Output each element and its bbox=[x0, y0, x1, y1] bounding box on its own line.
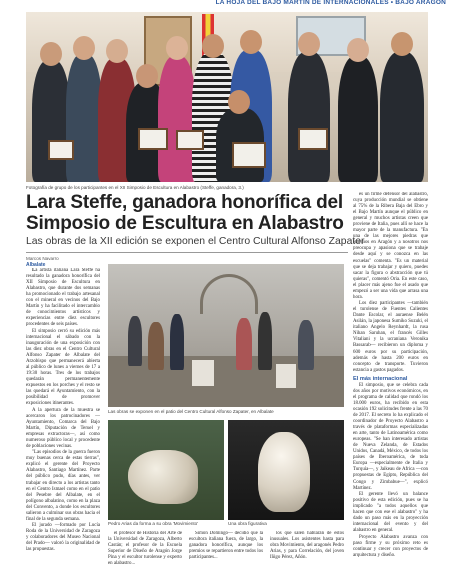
text-column-3 bbox=[189, 531, 263, 567]
section-label: LA HOJA DEL BAJO MARTÍN DE INTERNACIONALES • BAJO ARAGÓN bbox=[215, 0, 446, 6]
paragraph: el profesor de Historia del Arte de la Universidad de Zaragoza, Alberto Castán; el profesor de la Escuela Superior de Diseño de Aragón Jorge Pina y el escultor turolense y experto en alabastro... bbox=[108, 531, 182, 567]
paragraph: Los diez participantes —también el turolense de Fuentes Calientes Dante Escolar, el auraense Belén Asilán, la japonesa Sumiko Suzuki, el italiano Angelo Reynhardt, la rusa Nihan Saruhan, el francés Gilles Vitaliani y la ucraniana Veronika Bassarab— recibieron un diploma y 600 euros por su participación, además de hasta 200 euros en concepto de transporte. Tuvieron estancia a gastos pagados. bbox=[353, 301, 428, 373]
text-column-5 bbox=[353, 192, 428, 567]
byline-location: Albalate bbox=[26, 262, 46, 268]
diploma-plaque bbox=[298, 128, 328, 150]
visitor bbox=[258, 312, 272, 370]
person bbox=[158, 56, 196, 182]
sculpture-photo bbox=[228, 420, 344, 520]
sculptor-photo bbox=[108, 420, 224, 520]
visitor bbox=[128, 316, 142, 366]
person-head bbox=[391, 32, 413, 56]
exhibition-photo-caption: Las obras se exponen en el patio del Centro Cultural Alfonso Zapater, en Albalate bbox=[108, 409, 274, 414]
text-column-2 bbox=[108, 531, 182, 567]
paragraph: los que salen hablarán de estos inusuales. Los asistentes hasta para obra Movimiento, del aragonés Pedro Arias, y para Correlación, del joven Iñigo Pérez, Añón. bbox=[270, 531, 344, 561]
paragraph: El gerente llevó un balance positivo de esta edición, pues se ha implicado "a todos aquellos que hacen que con ese el alabastro" y ha dado un paso más en la proyección internacional del evento y del alabastro en general. bbox=[353, 491, 428, 534]
sculpture-display bbox=[192, 360, 214, 386]
paragraph: El jurado —formado por Lucía Roda de la Universidad de Zaragoza y colaboradores del Museo Nacional del Prado— valoró la originalidad de las propuestas. bbox=[26, 523, 100, 553]
text-column-4 bbox=[270, 531, 344, 567]
person-head bbox=[40, 42, 62, 66]
byline-author: Marcos Navarro bbox=[26, 256, 59, 261]
person bbox=[380, 52, 424, 182]
paragraph: El simposio, que se celebra cada dos años por motivos económicos, en el programa de calidad que rondó los 18.000 euros, ha recibido en esta ocasión 192 solicitudes frente a las 70 de 2017. El secreto lo ha explicado el coordinador de Proyecto Alabastro a través de plataformas especializadas en arte, tanto de Latinoamérica como europeas. "Se han interesado artistas de Nueva Zelanda, de Estados Unidos, Canadá, México, de todos los países de Iberoamérica, de toda Europa —especialmente de Italia y Turquía—, y Jaikeau de Africa —con propuestas de Egipto, República del Congo y Zimbabue—", explicó Martínez. bbox=[353, 382, 428, 491]
person-head bbox=[166, 36, 188, 60]
paragraph: Simón Domingo— decidió que la escultora italiana fuera, de largo, la ganadora honorífica, aunque los premios se repartieron entre todos los participantes... bbox=[189, 531, 263, 561]
alabaster-block bbox=[128, 450, 198, 504]
person bbox=[66, 54, 102, 182]
paragraph: es un firme defensor del alabastro, cuya producción mundial se obtiene al 75% de la Ribera Baja del Ebro y el Bajo Martín aunque el público en general y muchos artistas creen que proviene de Italia, pues allí se hace la mayor parte de la manufactura. "En una de las mejores piedras que tenemos en Aragón y a nosotros nos preocupa y apasiona que se trabaje desde aquí y se conozca en las escuelas" comenta. "Es un material que se deja trabajar y quiero, puedes sacar la figura o abstracción que tú quieras", comentó Oria. En este caso, el placer más ajeno fue el asado que empezó a ser una vida que arrasa una hora. bbox=[353, 192, 428, 300]
text-column-1 bbox=[26, 268, 100, 567]
visitor bbox=[148, 322, 164, 370]
article-byline bbox=[26, 256, 100, 268]
person bbox=[338, 56, 378, 182]
person-head bbox=[240, 30, 262, 54]
article-headline: Lara Steffe, ganadora honorífica del Simposio de Escultura en Alabastro bbox=[26, 192, 344, 234]
person-head bbox=[73, 36, 95, 60]
paragraph: El simposio cerró su edición más internacional el sábado con la inauguración de una exposición con las diez obras en el Centro Cultural Alfonso Zapater de Albalate del Arzobispo que permanecerá abierta al público de lunes a viernes de 17 a 19:30 horas. Tres de los trabajos quedarán permanentemente expuestos en los porches y el resto se las quedará el Ayuntamiento, con la posibilidad de promover exposiciones itinerantes. bbox=[26, 328, 100, 407]
photo-arch bbox=[200, 274, 258, 314]
figurative-sculpture bbox=[258, 432, 310, 512]
person bbox=[288, 52, 330, 182]
group-photo bbox=[26, 12, 428, 182]
page-header-strip bbox=[0, 0, 454, 9]
visitor bbox=[170, 314, 184, 370]
section-subheading: El más internacional bbox=[353, 375, 408, 382]
diploma-plaque bbox=[176, 130, 204, 150]
sculpture-display bbox=[276, 364, 296, 388]
exhibition-photo bbox=[108, 264, 344, 407]
person-head bbox=[106, 39, 128, 63]
visitor bbox=[298, 320, 314, 370]
person-head bbox=[202, 34, 224, 58]
visitor bbox=[236, 318, 252, 370]
diploma-plaque bbox=[48, 140, 74, 160]
diploma-plaque bbox=[138, 128, 168, 150]
sculpture-photo-caption: Una obra figurativa bbox=[228, 521, 267, 526]
person bbox=[32, 60, 70, 182]
paragraph: Proyecto Alabastro avanza con paso firme y su próximo reto es continuar y crecer con proyectos de arquitectura y diseño. bbox=[353, 534, 428, 558]
person-head bbox=[136, 64, 158, 88]
headline-divider bbox=[26, 252, 348, 253]
group-photo-caption: Fotografía de grupo de los participantes en el XII Simposio de Escultura en Alabastro (Steffe, ganadora, 3.) bbox=[26, 185, 244, 190]
diploma-plaque bbox=[232, 142, 266, 168]
paragraph: La artista italiana Lara Steffe ha resultado la ganadora honorífica del XII Simposio de Escultura en Alabastro, que durante dos semanas ha promocionado el trabajo artesanal con el mineral en vecinos del Bajo Martín y ha facilitado el intercambio de conocimientos artísticos y experiencias entre diez escultores procedentes de seis países. bbox=[26, 268, 100, 328]
article-subheadline: Las obras de la XII edición se exponen el Centro Cultural Alfonso Zapater bbox=[26, 236, 365, 247]
paragraph: A la apertura de la muestra se acercaron los patrocinadores —Ayuntamiento, Comarca del Bajo Martín, Diputación de Teruel y empresas extractoras—, así como numeroso público local y procedente de poblaciones vecinas. bbox=[26, 407, 100, 449]
person-head bbox=[228, 90, 250, 114]
person-head bbox=[347, 38, 369, 62]
person-head bbox=[298, 32, 320, 56]
paragraph: "Las episodios de la guerra fueron muy buenas cerca de estas tierras", explicó el gerente del Proyecto Alabastro, Santiago Martínez. Parte del público pudo, días antes, ver trabajar en directo a los artistas tanto en el Centro Ismael como en el patio del Pesebre del Albalate, en el polígono albalatino, como en la plaza del Convento, a donde los escultores salieron a culminar sus obras hacia el final de la segunda semana. bbox=[26, 450, 100, 522]
sculptor-photo-caption: Pedro Arias da forma a su obra 'Movimiento' bbox=[108, 521, 199, 526]
